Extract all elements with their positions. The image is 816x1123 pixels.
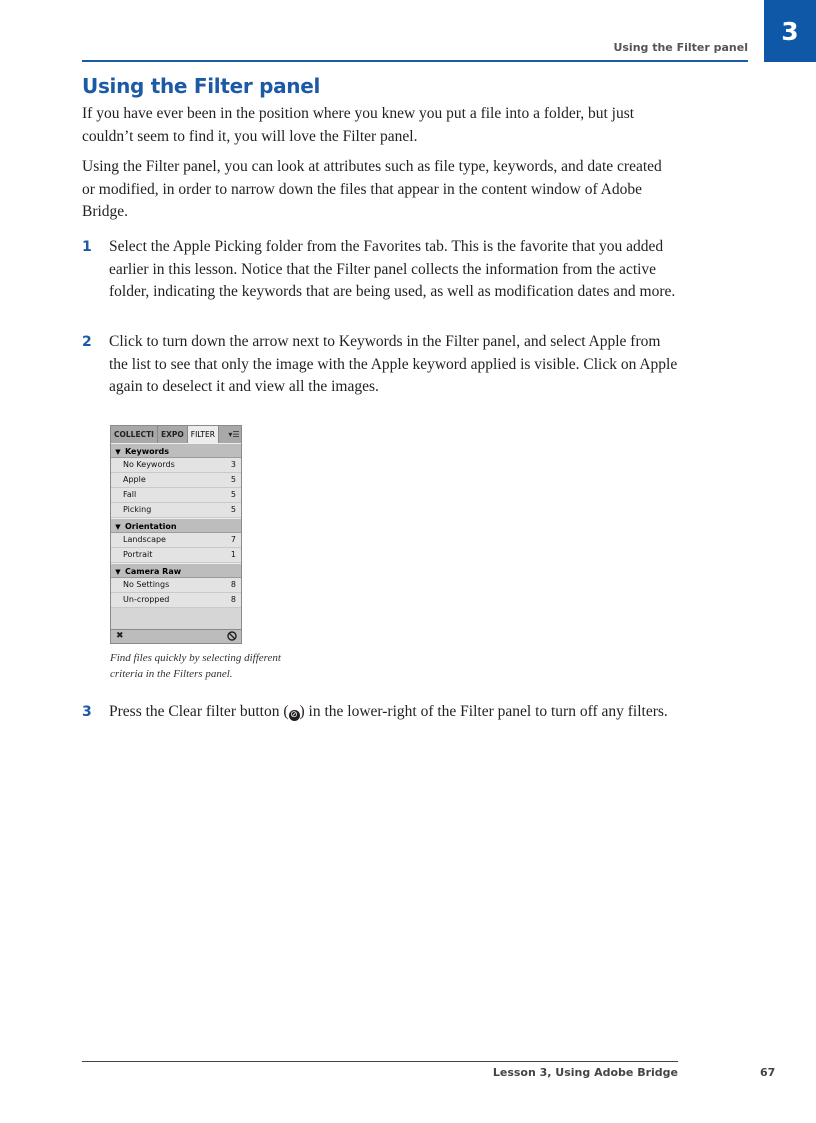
- filter-row[interactable]: [111, 473, 241, 488]
- section-title: Using the Filter panel: [82, 74, 321, 98]
- page-number: 67: [760, 1066, 776, 1079]
- group-title: Camera Raw: [125, 567, 182, 576]
- filter-panel-figure: [110, 425, 242, 644]
- step-2: [82, 331, 682, 399]
- step-text: Select the Apple Picking folder from the Favorites tab. This is the favorite that you added earlier in this lesson. Notice that the Filter panel collects the information from the active folder, indicating the keywords that are being used, as well as modification dates and more.: [109, 238, 676, 300]
- filter-label: No Keywords: [123, 460, 175, 469]
- disclosure-triangle-icon[interactable]: ▼: [115, 448, 121, 456]
- panel-footer: [111, 629, 241, 643]
- filter-label: Picking: [123, 505, 152, 514]
- step-text-after: ) in the lower-right of the Filter panel to turn off any filters.: [299, 703, 668, 720]
- filter-row[interactable]: [111, 593, 241, 608]
- filter-label: Landscape: [123, 535, 166, 544]
- pin-icon[interactable]: ✖: [116, 631, 124, 641]
- filter-row[interactable]: [111, 458, 241, 473]
- group-title: Keywords: [125, 447, 170, 456]
- step-text: [109, 701, 682, 724]
- filter-count: 1: [230, 550, 236, 559]
- step-number: 3: [82, 704, 92, 720]
- header-rule: [82, 60, 748, 62]
- step-text: Click to turn down the arrow next to Keywords in the Filter panel, and select Apple from the list to see that only the image with the Apple keyword applied is visible. Click on Apple again to deselect it and view all the images.: [109, 333, 678, 395]
- filter-row[interactable]: [111, 578, 241, 593]
- group-orientation[interactable]: [111, 518, 241, 533]
- panel-tab-bar: [111, 426, 241, 444]
- footer-lesson-title: Lesson 3, Using Adobe Bridge: [492, 1066, 678, 1079]
- filter-label: Fall: [123, 490, 137, 499]
- filter-label: Portrait: [123, 550, 153, 559]
- running-head: Using the Filter panel: [613, 41, 748, 54]
- tab-collections[interactable]: COLLECTI: [111, 426, 158, 443]
- filter-row[interactable]: [111, 533, 241, 548]
- filter-label: No Settings: [123, 580, 170, 589]
- filter-label: Apple: [123, 475, 146, 484]
- filter-row[interactable]: [111, 503, 241, 518]
- body-paragraph: Using the Filter panel, you can look at attributes such as file type, keywords, and date created or modified, in order to narrow down the files that appear in the content window of Adobe Bridge.: [82, 158, 662, 220]
- filter-label: Un-cropped: [123, 595, 170, 604]
- filter-count: 5: [230, 490, 236, 499]
- filter-count: 8: [230, 595, 236, 604]
- chapter-number: 3: [781, 16, 799, 46]
- step-1: [82, 236, 682, 304]
- step-number: 2: [82, 334, 92, 350]
- filter-count: 5: [230, 475, 236, 484]
- group-title: Orientation: [125, 522, 177, 531]
- clear-filter-button-icon: ⊘: [290, 710, 298, 720]
- footer-rule: [82, 1061, 678, 1062]
- clear-filter-icon[interactable]: [227, 631, 237, 641]
- intro-paragraph: If you have ever been in the position where you knew you put a file into a folder, but just couldn’t seem to find it, you will love the Filter panel.: [82, 105, 635, 145]
- step-number: 1: [82, 239, 92, 255]
- step-3: [82, 701, 682, 724]
- chapter-tab: [764, 0, 816, 62]
- panel-menu-icon[interactable]: ▾☰: [228, 430, 240, 439]
- group-keywords[interactable]: [111, 443, 241, 458]
- filter-row[interactable]: [111, 548, 241, 563]
- disclosure-triangle-icon[interactable]: ▼: [115, 568, 121, 576]
- tab-export[interactable]: EXPO: [158, 426, 188, 443]
- disclosure-triangle-icon[interactable]: ▼: [115, 523, 121, 531]
- filter-row[interactable]: [111, 488, 241, 503]
- filter-count: 7: [230, 535, 236, 544]
- step-text-before: Press the Clear filter button (: [109, 703, 289, 720]
- filter-count: 8: [230, 580, 236, 589]
- figure-caption: Find files quickly by selecting different criteria in the Filters panel.: [110, 652, 281, 680]
- group-camera-raw[interactable]: [111, 563, 241, 578]
- filter-count: 5: [230, 505, 236, 514]
- tab-filter[interactable]: FILTER: [188, 426, 219, 443]
- filter-count: 3: [230, 460, 236, 469]
